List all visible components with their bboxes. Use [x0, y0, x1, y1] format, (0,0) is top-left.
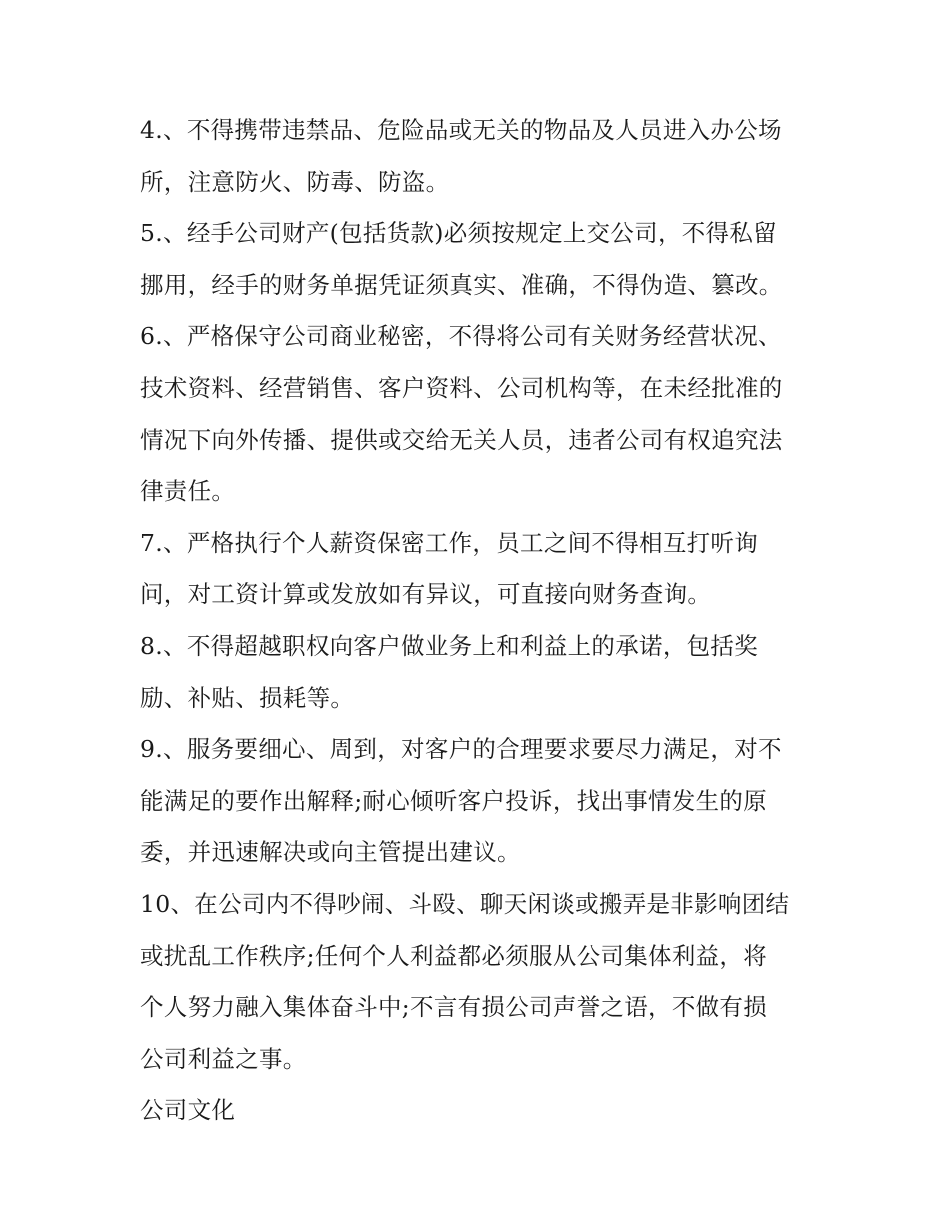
text-line: 律责任。 [140, 477, 236, 506]
text-line: 励、补贴、损耗等。 [140, 683, 355, 712]
text-line: 委，并迅速解决或向主管提出建议。 [140, 838, 521, 867]
document-body [140, 105, 830, 1137]
text-line: 7.、严格执行个人薪资保密工作，员工之间不得相互打听询 [140, 528, 759, 557]
text-line: 6.、严格保守公司商业秘密，不得将公司有关财务经营状况、 [140, 322, 782, 351]
rule-10-paragraph [140, 879, 830, 1085]
text-line: 挪用，经手的财务单据凭证须真实、准确，不得伪造、篡改。 [140, 270, 783, 299]
rule-9-paragraph [140, 724, 830, 879]
rule-4-paragraph [140, 105, 830, 208]
text-line: 10、在公司内不得吵闹、斗殴、聊天闲谈或搬弄是非影响团结 [140, 889, 790, 918]
rule-8-paragraph [140, 621, 830, 724]
text-line: 8.、不得超越职权向客户做业务上和利益上的承诺，包括奖 [140, 631, 759, 660]
rule-5-paragraph [140, 208, 830, 311]
text-line: 技术资料、经营销售、客户资料、公司机构等，在未经批准的 [140, 373, 783, 402]
text-line: 或扰乱工作秩序;任何个人利益都必须服从公司集体利益，将 [140, 941, 768, 970]
text-line: 9.、服务要细心、周到，对客户的合理要求要尽力满足，对不 [140, 735, 782, 764]
rule-6-paragraph [140, 311, 830, 517]
text-line: 公司文化 [140, 1096, 236, 1125]
text-line: 情况下向外传播、提供或交给无关人员，违者公司有权追究法 [140, 425, 783, 454]
text-line: 问，对工资计算或发放如有异议，可直接向财务查询。 [140, 580, 712, 609]
section-heading-company-culture [140, 1085, 830, 1137]
text-line: 所，注意防火、防毒、防盗。 [140, 167, 450, 196]
text-line: 个人努力融入集体奋斗中;不言有损公司声誉之语，不做有损 [140, 993, 768, 1022]
text-line: 4.、不得携带违禁品、危险品或无关的物品及人员进入办公场 [140, 116, 782, 144]
text-line: 5.、经手公司财产(包括货款)必须按规定上交公司，不得私留 [140, 219, 777, 248]
rule-7-paragraph [140, 518, 830, 621]
text-line: 公司利益之事。 [140, 1044, 307, 1073]
text-line: 能满足的要作出解释;耐心倾听客户投诉，找出事情发生的原 [140, 786, 768, 815]
